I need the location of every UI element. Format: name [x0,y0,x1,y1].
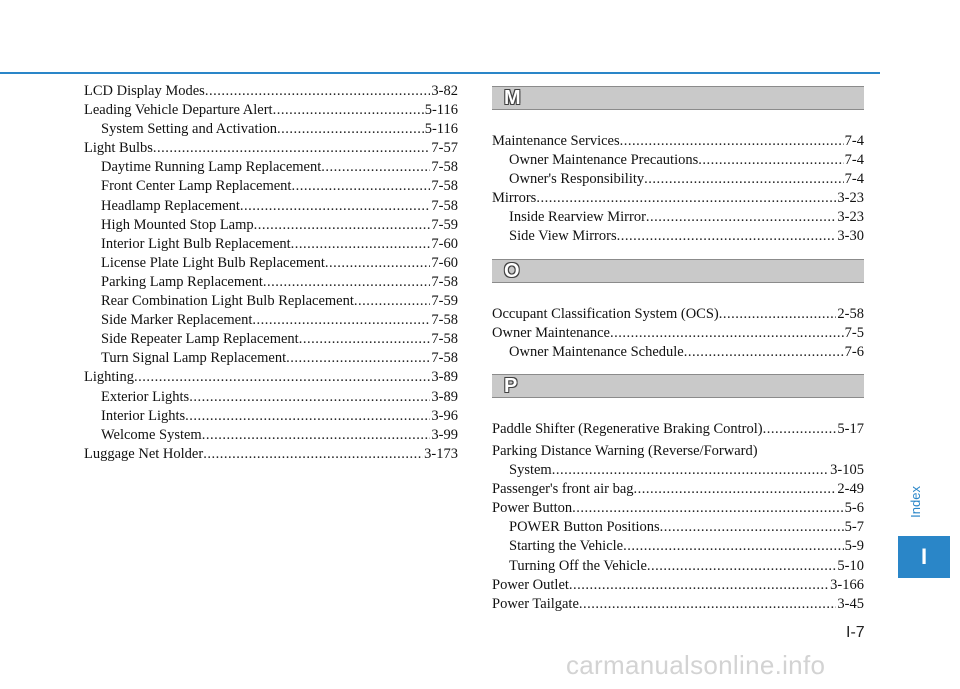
index-column-right [492,82,864,614]
index-subentry: High Mounted Stop Lamp ..... 7-59 [84,216,458,235]
index-entry: LCD Display Modes ..... 3-82 [84,82,458,101]
index-entry: Power Tailgate ..... 3-45 [492,595,864,614]
index-subentry: Daytime Running Lamp Replacement ..... 7-58 [84,158,458,177]
page-number: I-7 [846,624,865,641]
index-subentry: Rear Combination Light Bulb Replacement ..... 7-59 [84,292,458,311]
index-subentry: Exterior Lights ..... 3-89 [84,388,458,407]
index-subentry: Front Center Lamp Replacement ..... 7-58 [84,177,458,196]
index-subentry: Parking Lamp Replacement ..... 7-58 [84,273,458,292]
index-entry: Parking Distance Warning (Reverse/Forward) [492,442,758,459]
index-subentry: Owner Maintenance Precautions ..... 7-4 [492,151,864,170]
index-subentry: License Plate Light Bulb Replacement ..... 7-60 [84,254,458,273]
section-letter: P [504,374,518,397]
index-subentry: Side Repeater Lamp Replacement ..... 7-58 [84,330,458,349]
side-index-tab: I [898,536,950,578]
index-entry: Light Bulbs ..... 7-57 [84,139,458,158]
index-subentry: Starting the Vehicle ..... 5-9 [492,537,864,556]
index-subentry: Headlamp Replacement ..... 7-58 [84,197,458,216]
index-subentry: Turn Signal Lamp Replacement ..... 7-58 [84,349,458,368]
index-subentry: System ..... 3-105 [492,461,864,480]
index-column-left [84,82,458,464]
index-entry: Power Button ..... 5-6 [492,499,864,518]
side-index-label: Index [908,486,923,518]
index-subentry: Interior Light Bulb Replacement ..... 7-60 [84,235,458,254]
index-subentry: Inside Rearview Mirror ..... 3-23 [492,208,864,227]
index-entry: Power Outlet ..... 3-166 [492,576,864,595]
index-subentry: Welcome System ..... 3-99 [84,426,458,445]
index-entry: Lighting ..... 3-89 [84,368,458,387]
index-subentry: POWER Button Positions ..... 5-7 [492,518,864,537]
index-subentry: Owner Maintenance Schedule ..... 7-6 [492,343,864,362]
index-subentry: Side Marker Replacement ..... 7-58 [84,311,458,330]
index-entry: Mirrors ..... 3-23 [492,189,864,208]
index-subentry: Owner's Responsibility ..... 7-4 [492,170,864,189]
watermark: carmanualsonline.info [566,650,826,680]
index-subentry: Turning Off the Vehicle ..... 5-10 [492,557,864,576]
section-header-o [492,259,864,283]
index-entry: Paddle Shifter (Regenerative Braking Control) ..... 5-17 [492,420,864,439]
index-entry: Leading Vehicle Departure Alert ..... 5-116 [84,101,458,120]
index-subentry: Side View Mirrors ..... 3-30 [492,227,864,246]
section-letter: M [504,87,521,109]
section-letter: O [504,259,520,282]
index-entry: Luggage Net Holder ..... 3-173 [84,445,458,464]
index-entry: Owner Maintenance ..... 7-5 [492,324,864,343]
section-header-m [492,86,864,110]
index-subentry: System Setting and Activation ..... 5-116 [84,120,458,139]
index-entry: Occupant Classification System (OCS) ..... 2-58 [492,305,864,324]
top-rule [0,72,880,74]
index-entry: Maintenance Services ..... 7-4 [492,132,864,151]
index-entry: Passenger's front air bag ..... 2-49 [492,480,864,499]
index-subentry: Interior Lights ..... 3-96 [84,407,458,426]
section-header-p [492,374,864,398]
